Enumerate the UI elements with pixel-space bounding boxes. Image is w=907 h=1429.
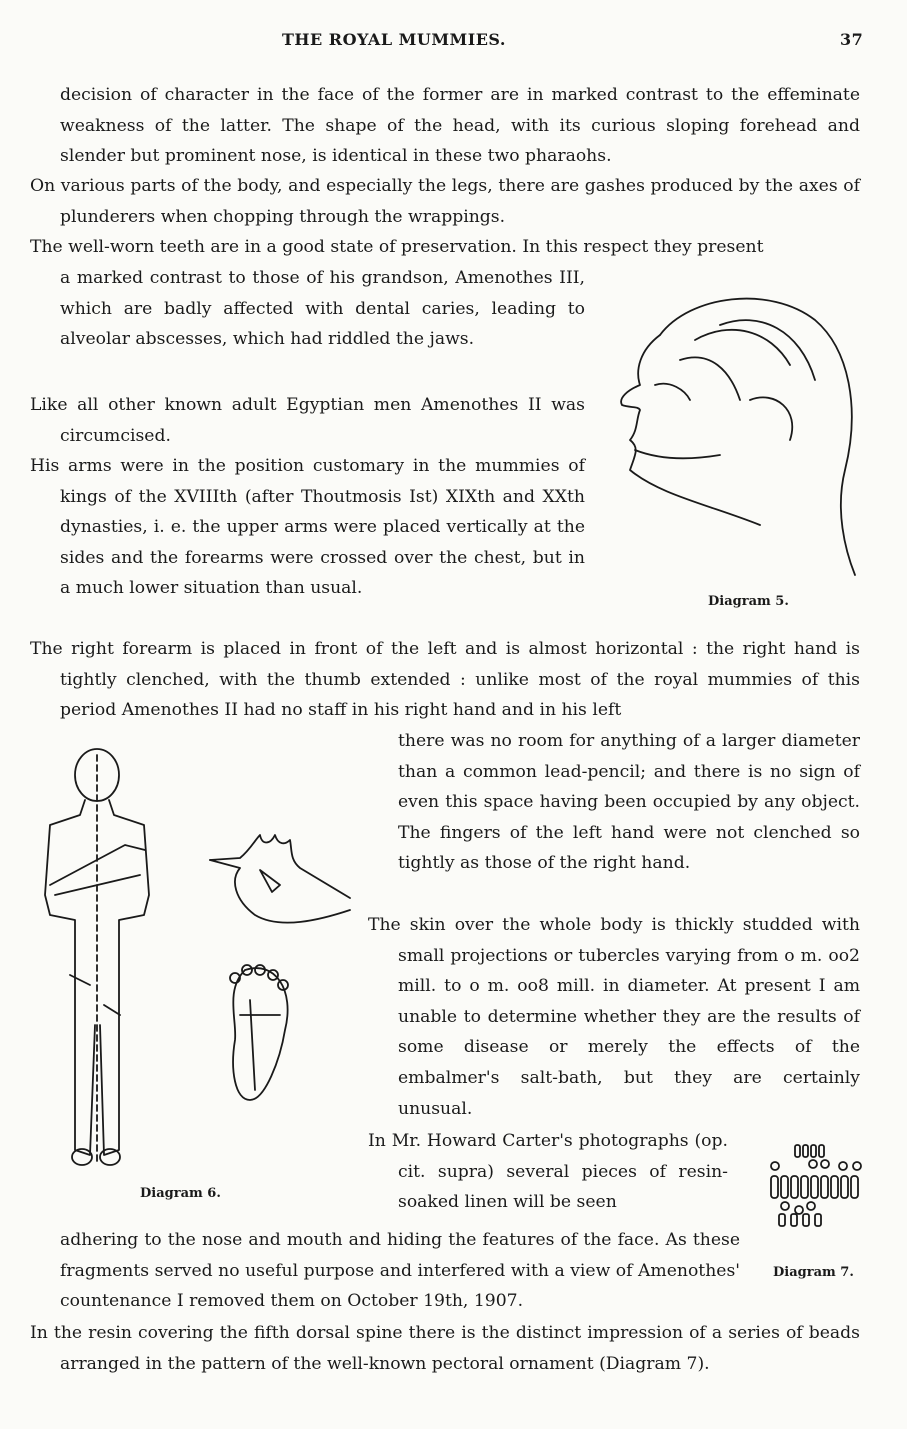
paragraph-1: decision of character in the face of the former are in marked contrast to the effeminate weakness of the latter. The shape of the head, with its curious sloping forehead and slender but prominent nose, is identical in these two pharaohs. [60,85,860,167]
paragraph-8-cont: adhering to the nose and mouth and hiding the features of the face. As these fragments served no useful purpose and interfered with a view of Amenothes' countenance I removed them on October 19th, 1907. [60,1230,740,1312]
paragraph-9: In the resin covering the fifth dorsal spine there is the distinct impression of a series of beads arranged in the pattern of the well-known pectoral ornament (Diagram 7). [30,1323,860,1374]
diagram-6-caption: Diagram 6. [140,1186,221,1201]
paragraph-3-start: The well-worn teeth are in a good state of preservation. In this respect they present [30,237,764,257]
clenched-hand-drawing [200,820,360,930]
page-number: 37 [840,30,864,49]
bead-impression-drawing [765,1140,865,1230]
paragraph-6-cont: there was no room for anything of a larger diameter than a common lead-pencil; and there is no sign of even this space having been occupied by any object. The fingers of the left hand were not clenched so tightly as those of the right hand. [398,731,860,874]
paragraph-8: In Mr. Howard Carter's photographs (op. cit. supra) several pieces of resin-soaked linen will be seen [368,1131,728,1213]
profile-head-drawing [600,280,860,580]
diagram-5-caption: Diagram 5. [708,594,789,609]
paragraph-7: The skin over the whole body is thickly studded with small projections or tubercles varying from o m. oo2 mill. to o m. oo8 mill. in diameter. At present I am unable to determine whether they are the results of some disease or merely the effects of the embalmer's salt-bath, but they are certainly unusual. [368,915,860,1119]
paragraph-4: Like all other known adult Egyptian men Amenothes II was circumcised. [30,395,585,446]
foot-sole-drawing [215,960,305,1105]
mummy-body-outline-drawing [30,745,170,1175]
paragraph-3-cont: a marked contrast to those of his grandson, Amenothes III, which are badly affected with dental caries, leading to alveolar abscesses, which had riddled the jaws. [60,268,585,350]
diagram-7-caption: Diagram 7. [773,1265,854,1280]
paragraph-5: His arms were in the position customary in the mummies of kings of the XVIIIth (after Thoutmosis Ist) XIXth and XXth dynasties, i. e. the upper arms were placed vertically at the sides and the forearms were crossed over the chest, but in a much lower situation than usual. [30,456,585,599]
paragraph-2: On various parts of the body, and especially the legs, there are gashes produced by the axes of plunderers when chopping through the wrappings. [30,176,860,227]
running-title: THE ROYAL MUMMIES. [282,30,506,49]
paragraph-6: The right forearm is placed in front of the left and is almost horizontal : the right hand is tightly clenched, with the thumb extended : unlike most of the royal mummies of this period Amenothes II had no staff in his right hand and in his left [30,639,860,721]
